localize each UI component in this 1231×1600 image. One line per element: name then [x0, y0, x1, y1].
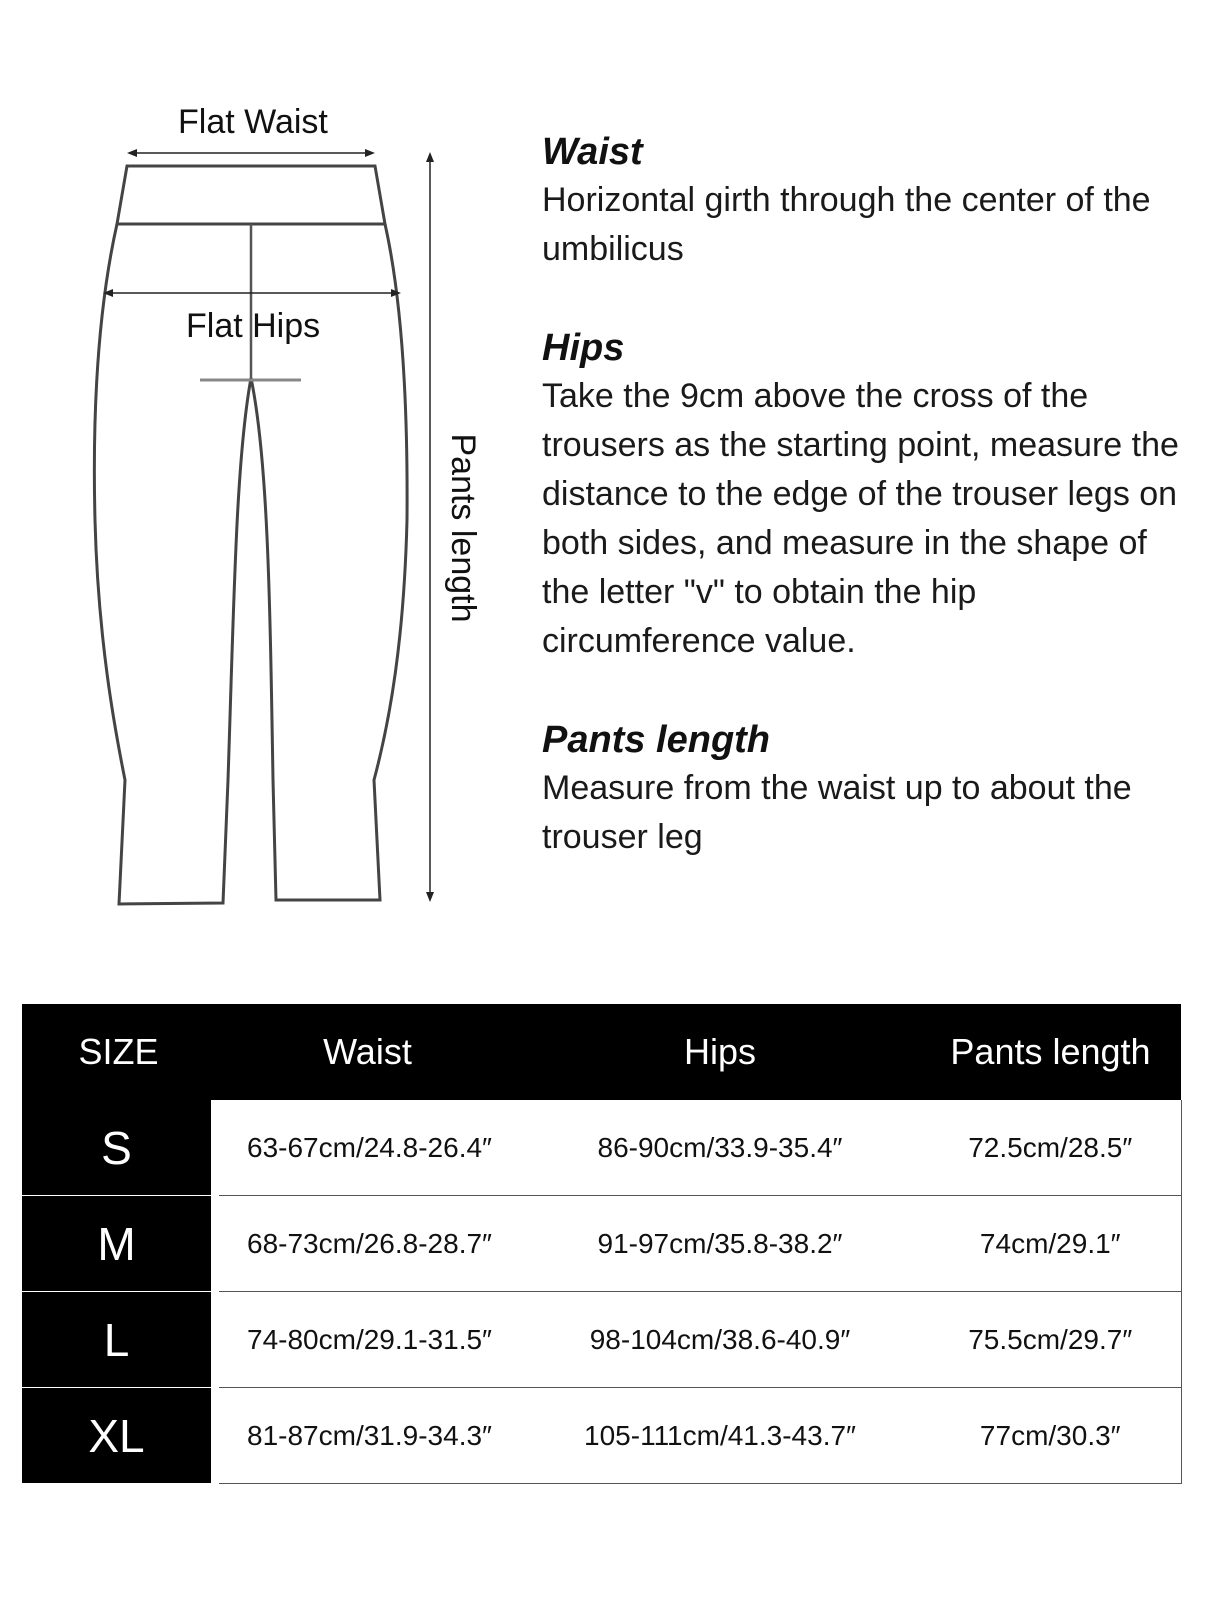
table-row: [22, 1196, 1181, 1292]
pants-length-value: 75.5cm/29.7″: [920, 1292, 1181, 1388]
flat-waist-arrowhead-right: [365, 149, 375, 157]
hips-value: 86-90cm/33.9-35.4″: [520, 1100, 920, 1196]
hips-description: [542, 324, 1182, 666]
flat-waist-arrowhead-left: [127, 149, 137, 157]
table-header-row: [22, 1004, 1181, 1100]
pants-length-arrowhead-bottom: [426, 892, 434, 902]
waist-value: 81-87cm/31.9-34.3″: [215, 1388, 520, 1484]
pants-length-value: 77cm/30.3″: [920, 1388, 1181, 1484]
hips-value: 91-97cm/35.8-38.2″: [520, 1196, 920, 1292]
table-row: [22, 1292, 1181, 1388]
size-label: M: [22, 1196, 215, 1292]
header-size: SIZE: [22, 1004, 215, 1100]
size-label: XL: [22, 1388, 215, 1484]
pants-length-value: 72.5cm/28.5″: [920, 1100, 1181, 1196]
header-pants-length: Pants length: [920, 1004, 1181, 1100]
header-waist: Waist: [215, 1004, 520, 1100]
size-label: S: [22, 1100, 215, 1196]
table-row: [22, 1100, 1181, 1196]
waist-description-text: Horizontal girth through the center of the umbilicus: [542, 181, 1151, 268]
waist-value: 74-80cm/29.1-31.5″: [215, 1292, 520, 1388]
flat-waist-label: Flat Waist: [178, 103, 328, 141]
hips-value: 98-104cm/38.6-40.9″: [520, 1292, 920, 1388]
pants-diagram: [0, 0, 520, 960]
table-row: [22, 1388, 1181, 1484]
waist-description: [542, 128, 1182, 274]
hips-value: 105-111cm/41.3-43.7″: [520, 1388, 920, 1484]
header-hips: Hips: [520, 1004, 920, 1100]
pants-length-description: [542, 716, 1182, 862]
hips-description-text: Take the 9cm above the cross of the trousers as the starting point, measure the distance to the edge of the trouser legs on both sides, and measure in the shape of the letter "v" to obtain the hip circumference value.: [542, 377, 1179, 660]
waistband-outline: [117, 166, 385, 224]
hips-description-title: Hips: [542, 327, 625, 369]
pants-length-arrowhead-top: [426, 152, 434, 162]
pants-length-description-title: Pants length: [542, 719, 771, 761]
waist-description-title: Waist: [542, 131, 643, 173]
waist-value: 68-73cm/26.8-28.7″: [215, 1196, 520, 1292]
size-label: L: [22, 1292, 215, 1388]
pants-length-description-text: Measure from the waist up to about the trouser leg: [542, 769, 1132, 856]
waist-value: 63-67cm/24.8-26.4″: [215, 1100, 520, 1196]
flat-hips-label: Flat Hips: [186, 307, 321, 345]
pants-length-value: 74cm/29.1″: [920, 1196, 1181, 1292]
size-chart-table: [22, 1004, 1182, 1484]
pants-outline-drawing: [0, 0, 520, 960]
pants-length-label: Pants length: [444, 433, 482, 623]
